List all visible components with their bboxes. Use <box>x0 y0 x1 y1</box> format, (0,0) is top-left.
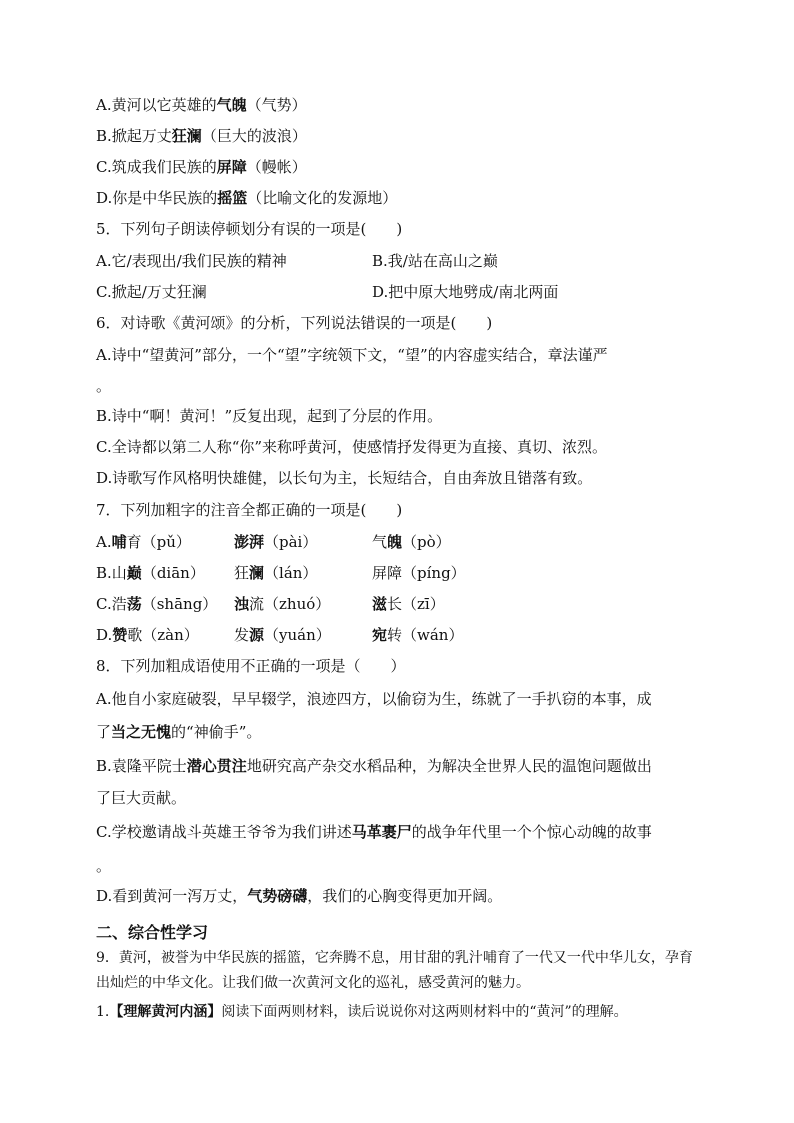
q7-a-3: 气魄（pò） <box>372 533 451 551</box>
q8-option-b: B.袁隆平院士潜心贯注地研究高产杂交水稻品种，为解决全世界人民的温饱问题做出 <box>96 757 652 775</box>
q8-option-c-cont: 。 <box>96 857 112 875</box>
q7-a-2: 澎湃（pài） <box>234 533 318 551</box>
q4-option-c: C.筑成我们民族的屏障（幔帐） <box>96 158 307 176</box>
q8-option-a: A.他自小家庭破裂，早早辍学，浪迹四方，以偷窃为生，练就了一手扒窃的本事，成 <box>96 690 652 708</box>
q4-option-a: A.黄河以它英雄的气魄（气势） <box>96 96 307 114</box>
q7-b-2: 狂澜（lán） <box>234 564 318 582</box>
q9-paragraph-line1: 9．黄河，被誉为中华民族的摇篮，它奔腾不息，用甘甜的乳汁哺育了一代又一代中华儿女，孕育 <box>96 950 693 966</box>
q6-option-b: B.诗中“啊！黄河！”反复出现，起到了分层的作用。 <box>96 407 443 425</box>
q5-option-c: C.掀起/万丈狂澜 <box>96 283 207 301</box>
q5-option-a: A.它/表现出/我们民族的精神 <box>96 252 287 270</box>
q7-b-1: B.山巅（diān） <box>96 564 205 582</box>
q5-option-b: B.我/站在高山之巅 <box>372 252 498 270</box>
q6-option-a: A.诗中“望黄河”部分，一个“望”字统领下文，“望”的内容虚实结合，章法谨严 <box>96 346 608 364</box>
q4-option-b: B.掀起万丈狂澜（巨大的波浪） <box>96 127 307 145</box>
q7-b-3: 屏障（píng） <box>372 564 466 582</box>
q8-stem: 8．下列加粗成语使用不正确的一项是（ ） <box>96 657 406 675</box>
section-heading: 二、综合性学习 <box>96 923 209 942</box>
q8-option-a-cont: 了当之无愧的“神偷手”。 <box>96 723 262 741</box>
q7-c-3: 滋长（zī） <box>372 595 445 613</box>
q8-option-c: C.学校邀请战斗英雄王爷爷为我们讲述马革裹尸的战争年代里一个个惊心动魄的故事 <box>96 823 652 841</box>
q7-a-1: A.哺育（pǔ） <box>96 533 191 551</box>
q7-d-2: 发源（yuán） <box>234 626 331 644</box>
q7-stem: 7．下列加粗字的注音全都正确的一项是( ) <box>96 501 403 519</box>
q7-d-3: 宛转（wán） <box>372 626 464 644</box>
q7-c-1: C.浩荡（shāng） <box>96 595 218 613</box>
q9-item-1: 1.【理解黄河内涵】阅读下面两则材料，读后说说你对这两则材料中的“黄河”的理解。 <box>96 1004 628 1020</box>
q6-option-c: C.全诗都以第二人称“你”来称呼黄河，使感情抒发得更为直接、真切、浓烈。 <box>96 438 608 456</box>
q6-option-a-cont: 。 <box>96 377 112 395</box>
q8-option-b-cont: 了巨大贡献。 <box>96 789 187 807</box>
q7-c-2: 浊流（zhuó） <box>234 595 331 613</box>
q7-d-1: D.赞歌（zàn） <box>96 626 199 644</box>
q8-option-d: D.看到黄河一泻万丈，气势磅礴，我们的心胸变得更加开阔。 <box>96 887 503 905</box>
q9-paragraph-line2: 出灿烂的中华文化。让我们做一次黄河文化的巡礼，感受黄河的魅力。 <box>96 975 530 991</box>
q5-option-d: D.把中原大地劈成/南北两面 <box>372 283 559 301</box>
q5-stem: 5．下列句子朗读停顿划分有误的一项是( ) <box>96 220 403 238</box>
q6-option-d: D.诗歌写作风格明快雄健，以长句为主，长短结合，自由奔放且错落有致。 <box>96 469 593 487</box>
q4-option-d: D.你是中华民族的摇篮（比喻文化的发源地） <box>96 189 398 207</box>
q6-stem: 6．对诗歌《黄河颂》的分析，下列说法错误的一项是( ) <box>96 314 493 332</box>
